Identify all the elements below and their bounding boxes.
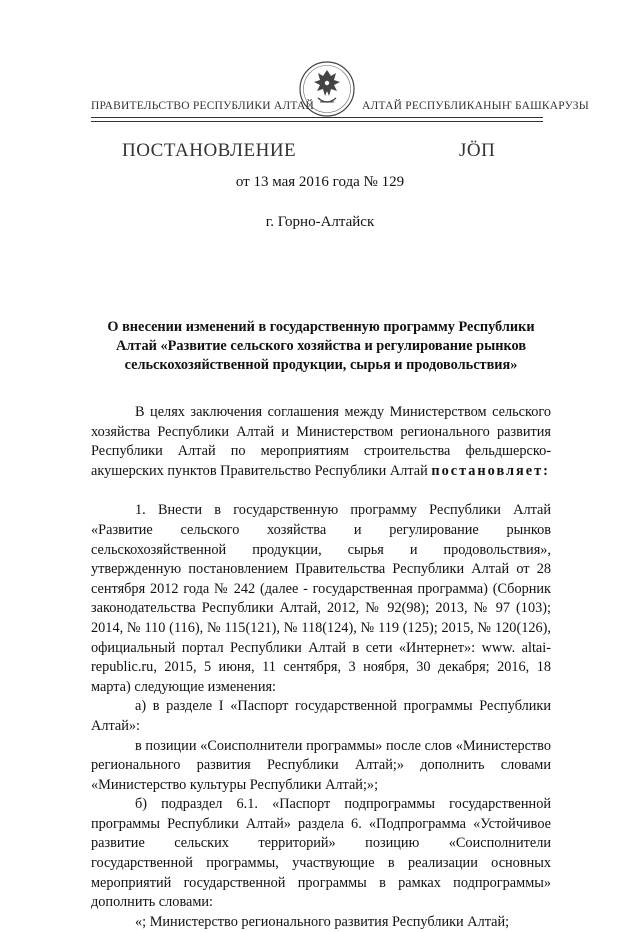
document-title: О внесении изменений в государственную программу Республики Алтай «Развитие сельского хозяйства и регулирование рынков сельскохозяйственной продукции, сырья и продовольствия» (107, 319, 535, 373)
header-divider (91, 117, 543, 118)
preamble-paragraph (91, 403, 551, 481)
document-date-number: от 13 мая 2016 года № 129 (235, 174, 405, 190)
decree-word: постановляет: (431, 462, 550, 479)
document-type-russian: ПОСТАНОВЛЕНИЕ (122, 140, 297, 161)
document-body (91, 403, 551, 932)
paragraph-b-quote: «; Министерство регионального развития Республики Алтай; (135, 913, 510, 930)
government-name-russian: ПРАВИТЕЛЬСТВО РЕСПУБЛИКИ АЛТАЙ (91, 100, 315, 112)
paragraph-a: а) в разделе I «Паспорт государственной программы Республики Алтай»: (91, 698, 551, 734)
paragraph-b: б) подраздел 6.1. «Паспорт подпрограммы государственной программы Республики Алтай» раздела 6. «Подпрограмма «Устойчивое развитие сельских территорий» позицию «Соисполнители государственной программы, участвующие в реализации основных мероприятий государственной программы в рамках подпрограммы» дополнить словами: (91, 796, 551, 911)
government-name-altai: АЛТАЙ РЕСПУБЛИКАНЫҤ БАШКАРУЗЫ (362, 100, 589, 112)
paragraph-a-detail: в позиции «Соисполнители программы» после слов «Министерство регионального развития Республики Алтай;» дополнить словами «Министерство культуры Республики Алтай;»; (91, 737, 551, 793)
document-type-altai: ЈӦП (459, 140, 496, 161)
header-divider (91, 121, 543, 122)
preamble-text: В целях заключения соглашения между Министерством сельского хозяйства Республики Алтай и Министерством регионального развития Республики Алтай по мероприятиям строительства фельдшерско-акушерских пунктов Правительство Республики Алтай (91, 404, 551, 479)
document-city: г. Горно-Алтайск (265, 214, 375, 230)
paragraph-1: 1. Внести в государственную программу Республики Алтай «Развитие сельского хозяйства и регулирование рынков сельскохозяйственной продукции, сырья и продовольствия», утвержденную постановлением Правительства Республики Алтай от 28 сентября 2012 года № 242 (далее - государственная программа) (Сборник законодательства Республики Алтай, 2012, № 92(98); 2013, № 97 (103); 2014, № 110 (116), № 115(121), № 118(124), № 119 (125); 2015, № 120(126), официальный портал Республики Алтай в сети «Интернет»: www. altai-republic.ru, 2015, 5 июня, 11 сентября, 3 ноября, 30 декабря; 2016, 18 марта) следующие изменения: (91, 502, 551, 695)
